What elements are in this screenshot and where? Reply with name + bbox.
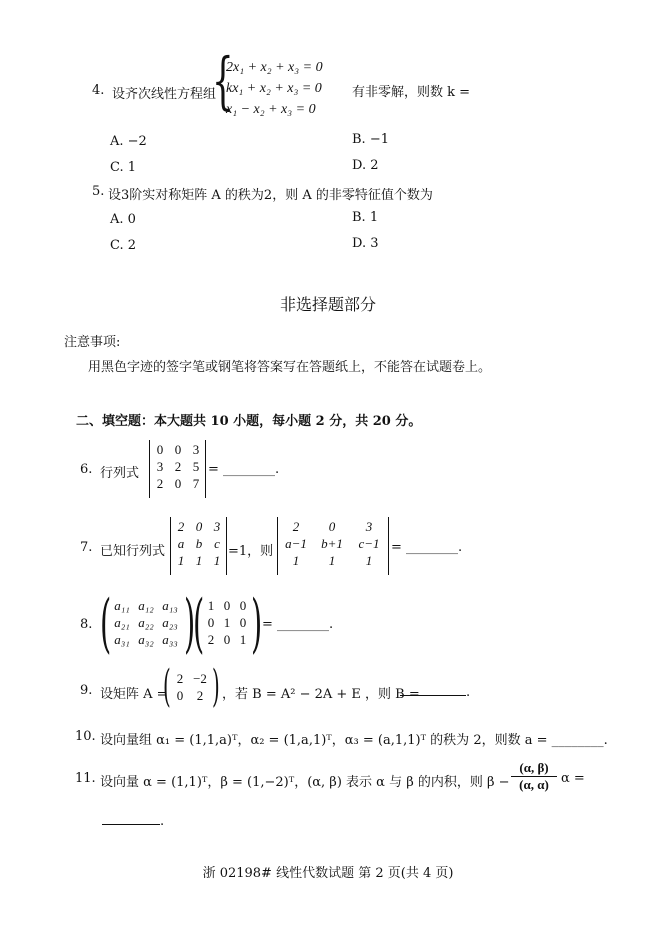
q6-number: 6. (80, 462, 93, 477)
q9-answer-blank[interactable] (400, 683, 470, 700)
q5-stem: 设3阶实对称矩阵 A 的秩为2，则 A 的非零特征值个数为 (108, 188, 433, 203)
q9-matrix-right-paren: ) (212, 661, 220, 712)
q8-matrix2-left-paren: ( (193, 587, 205, 661)
q7-det2-left-bar (277, 517, 278, 575)
q4-option-a: A. −2 (110, 134, 147, 149)
q6-det-left-bar (149, 440, 150, 498)
section-title: 非选择题部分 (279, 295, 376, 314)
q8-number: 8. (80, 617, 93, 632)
q11-text: 设向量 α = (1,1)ᵀ，β = (1,−2)ᵀ，(α, β) 表示 α 与 β 的内积，则 β − (100, 775, 510, 790)
q11-fraction (511, 760, 557, 793)
q8-matrix1-right-paren: ) (184, 587, 196, 661)
q7-mid: =1，则 (228, 544, 274, 559)
q4-option-b: B. −1 (352, 132, 389, 147)
q4-eq1: 2x₁ + x₂ + x₃ = 0 (226, 60, 323, 75)
part2-heading: 二、填空题：本大题共 10 小题，每小题 2 分，共 20 分。 (76, 414, 422, 429)
q8-matrix1-left-paren: ( (100, 587, 112, 661)
q11-fraction-denominator: (α, α) (519, 777, 549, 792)
q11-answer-blank[interactable] (102, 812, 164, 829)
page-footer: 浙 02198# 线性代数试题 第 2 页(共 4 页) (202, 866, 454, 881)
q10-number: 10. (75, 729, 96, 744)
q9-matrix: 2 −2 0 2 (176, 670, 207, 703)
q6-label: 行列式 (100, 466, 140, 481)
notice-heading: 注意事项: (64, 335, 121, 350)
q5-option-a: A. 0 (110, 212, 136, 227)
q8-matrix2-right-paren: ) (251, 587, 263, 661)
q10-text: 设向量组 α₁ = (1,1,a)ᵀ，α₂ = (1,a,1)ᵀ，α₃ = (a,1,1)ᵀ 的秩为 2，则数 a = ________. (100, 733, 608, 748)
q7-det1-left-bar (170, 517, 171, 575)
q5-option-c: C. 2 (110, 238, 137, 253)
q11-after: α = (561, 771, 585, 786)
q9-mid: ，若 B = A² − 2A + E ，则 B = (222, 687, 420, 702)
q4-stem: 设齐次线性方程组 (112, 87, 217, 102)
q4-tail: 有非零解，则数 k = (352, 85, 471, 100)
q9-number: 9. (80, 683, 93, 698)
q7-determinant-2: 2 0 3 a−1 b+1 c−1 1 1 1 (285, 518, 380, 568)
q7-det2-right-bar (388, 517, 389, 575)
q6-answer-blank[interactable]: = ________. (208, 462, 280, 477)
q5-number: 5. (92, 184, 105, 199)
notice-text: 用黑色字迹的签字笔或钢笔将答案写在答题纸上，不能答在试题卷上。 (88, 360, 492, 375)
q8-answer-blank[interactable]: = ________. (262, 617, 334, 632)
q6-determinant: 0 0 3 3 2 5 2 0 7 (156, 441, 200, 491)
q4-brace: { (212, 44, 234, 117)
q6-det-right-bar (205, 440, 206, 498)
q7-label: 已知行列式 (100, 544, 166, 559)
q5-option-b: B. 1 (352, 210, 379, 225)
q9-matrix-left-paren: ( (163, 661, 171, 712)
q11-fraction-numerator: (α, β) (511, 760, 557, 777)
q7-determinant-1: 2 0 3 a b c 1 1 1 (177, 518, 221, 568)
q4-option-c: C. 1 (110, 160, 137, 175)
q4-number: 4. (92, 83, 105, 98)
q11-tail: . (160, 814, 165, 829)
q7-number: 7. (80, 540, 93, 555)
q8-matrix-1: a₁₁ a₁₂ a₁₃ a₂₁ a₂₂ a₂₃ a₃₁ a₃₂ a₃₃ (114, 597, 178, 647)
q9-tail: . (466, 685, 471, 700)
q7-det1-right-bar (226, 517, 227, 575)
q4-option-d: D. 2 (352, 158, 379, 173)
q4-eq2: kx₁ + x₂ + x₃ = 0 (226, 81, 322, 96)
q4-eq3: x₁ − x₂ + x₃ = 0 (226, 102, 316, 117)
q11-number: 11. (75, 771, 96, 786)
q9-stem: 设矩阵 A = (100, 687, 168, 702)
q8-matrix-2: 1 0 0 0 1 0 2 0 1 (207, 597, 247, 647)
q7-answer-blank[interactable]: = ________. (391, 540, 463, 555)
q5-option-d: D. 3 (352, 236, 379, 251)
